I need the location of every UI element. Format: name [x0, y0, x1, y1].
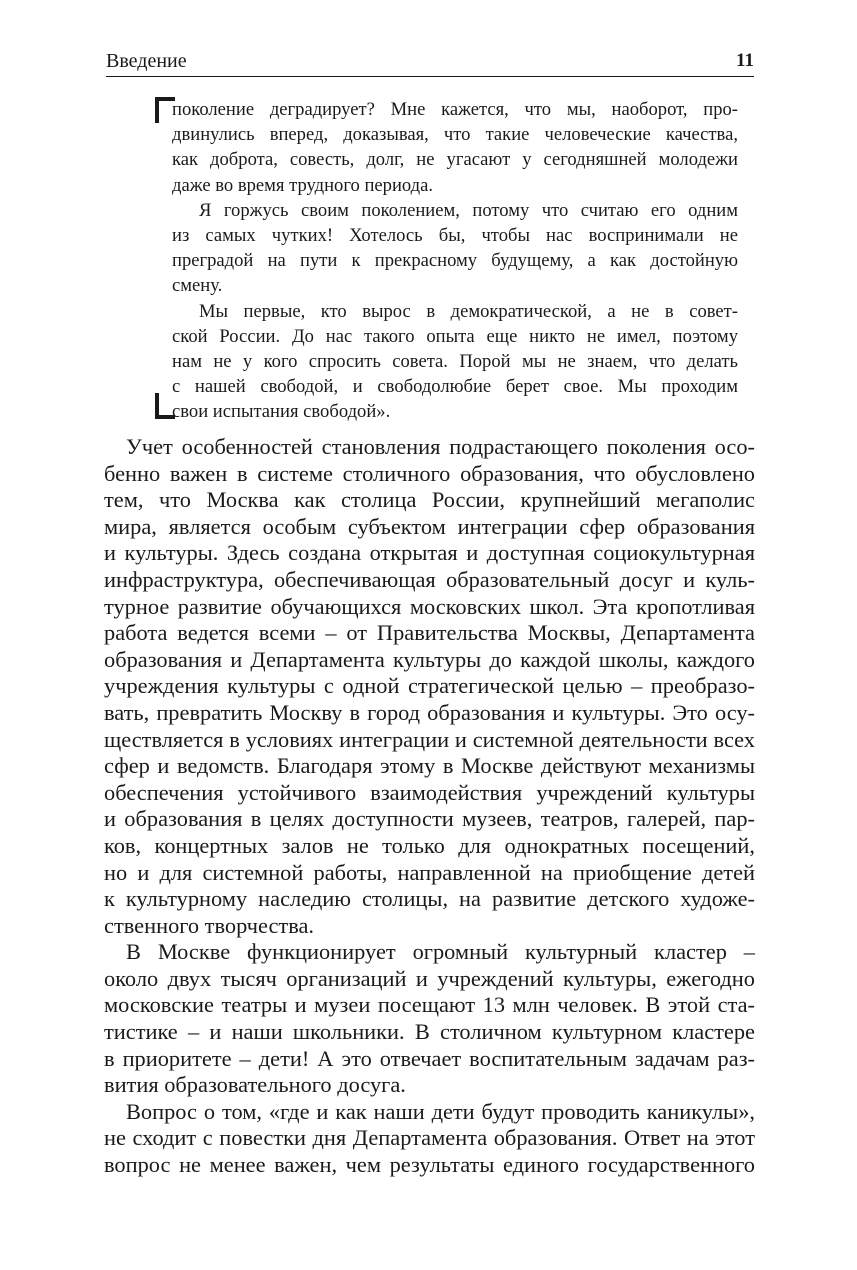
main-text [104, 434, 755, 1179]
body-line: В Москве функционирует огромный культурный кластер – [126, 939, 755, 965]
quote-line: нам не у кого спросить совета. Порой мы не знаем, что делать [172, 351, 738, 373]
running-header [106, 48, 754, 76]
quote-line: преградой на пути к прекрасному будущему, а как достойную [172, 250, 738, 272]
quote-line: поколение деградирует? Мне кажется, что мы, наоборот, про- [172, 99, 738, 120]
body-line: в приоритете – дети! А это отвечает воспитательным задачам раз- [104, 1045, 755, 1071]
body-line: к культурному наследию столицы, на развитие детского художе- [104, 886, 755, 912]
quote-line: ской России. До нас такого опыта еще никто не имел, поэтому [172, 325, 738, 347]
quote-paragraph [172, 97, 738, 198]
quote-paragraph [172, 299, 738, 425]
page-number: 11 [736, 50, 754, 71]
body-line: мира, является особым субъектом интеграции сфер образования [104, 513, 755, 539]
body-line: вития образовательного досуга. [104, 1072, 406, 1098]
section-title: Введение [106, 50, 187, 72]
body-line: ственного творчества. [104, 912, 315, 938]
body-line: ществляется в условиях интеграции и системной деятельности всех [104, 726, 755, 752]
body-line: бенно важен в системе столичного образования, что обусловлено [104, 460, 755, 486]
body-line: вать, превратить Москву в город образования и культуры. Это осу- [104, 699, 755, 725]
quote-line: с нашей свободой, и свободолюбие берет свое. Мы проходим [172, 376, 738, 398]
body-line: обеспечения устойчивого взаимодействия учреждений культуры [104, 779, 755, 805]
quote-line: смену. [172, 275, 223, 297]
body-line: Вопрос о том, «где и как наши дети будут проводить каникулы», [126, 1098, 755, 1124]
body-line: сфер и ведомств. Благодаря этому в Москве действуют механизмы [104, 753, 755, 779]
quote-line: из самых чутких! Хотелось бы, чтобы нас воспринимали не [172, 225, 738, 247]
quote-block [172, 97, 738, 425]
quote-line: Я горжусь своим поколением, потому что считаю его одним [199, 199, 738, 221]
quote-line: Мы первые, кто вырос в демократической, а не в совет- [199, 300, 738, 322]
header-rule [106, 76, 754, 77]
body-paragraph [104, 434, 755, 939]
body-line: образования и Департамента культуры до каждой школы, каждого [104, 646, 755, 672]
body-line: около двух тысяч организаций и учреждений культуры, ежегодно [104, 965, 755, 991]
body-line: вопрос не менее важен, чем результаты единого государственного [104, 1152, 755, 1178]
body-line: московские театры и музеи посещают 13 млн человек. В этой ста- [104, 992, 755, 1018]
body-line: турное развитие обучающихся московских школ. Эта кропотливая [104, 593, 755, 619]
body-line: инфраструктура, обеспечивающая образовательный досуг и куль- [104, 566, 755, 592]
body-line: тистике – и наши школьники. В столичном культурном кластере [104, 1019, 755, 1045]
quote-line: свои испытания свободой». [172, 401, 391, 423]
body-line: Учет особенностей становления подрастающего поколения осо- [126, 434, 755, 459]
body-line: работа ведется всеми – от Правительства Москвы, Департамента [104, 620, 755, 646]
body-paragraph [104, 939, 755, 1099]
quote-line: как доброта, совесть, долг, не угасают у сегодняшней молодежи [172, 149, 738, 171]
quote-line: даже во время трудного периода. [172, 174, 434, 196]
quote-line: двинулись вперед, доказывая, что такие человеческие качества, [172, 124, 738, 146]
quote-paragraph [172, 198, 738, 299]
body-paragraph [104, 1099, 755, 1179]
body-line: не сходит с повестки дня Департамента образования. Ответ на этот [104, 1125, 755, 1151]
body-line: и образования в целях доступности музеев, театров, галерей, пар- [104, 806, 755, 832]
body-line: и культуры. Здесь создана открытая и доступная социокультурная [104, 540, 755, 566]
body-line: но и для системной работы, направленной на приобщение детей [104, 859, 755, 885]
body-line: тем, что Москва как столица России, крупнейший мегаполис [104, 487, 755, 513]
body-line: ков, концертных залов не только для однократных посещений, [104, 832, 755, 858]
body-line: учреждения культуры с одной стратегической целью – преобразо- [104, 673, 755, 699]
